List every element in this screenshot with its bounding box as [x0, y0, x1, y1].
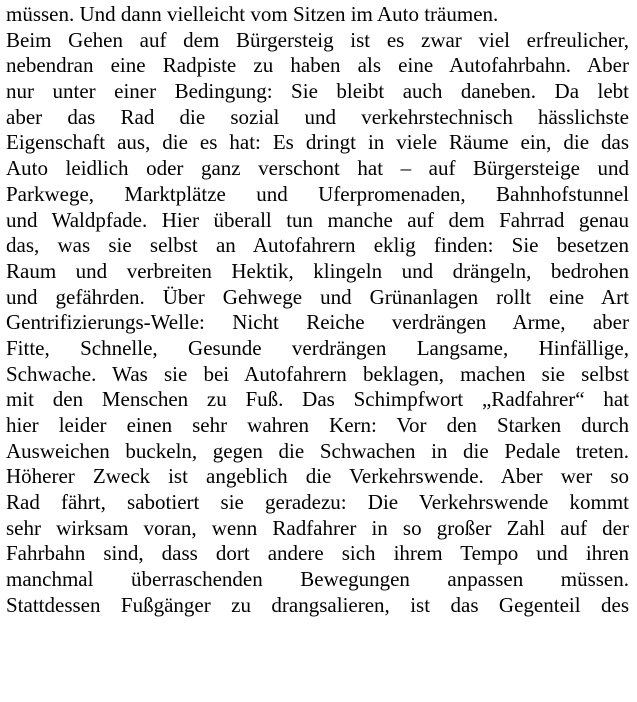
- text-line: Stattdessen Fußgänger zu drangsalieren, ist das Gegenteil des: [6, 592, 629, 617]
- text-line: sehr wirksam voran, wenn Radfahrer in so großer Zahl auf der: [6, 515, 629, 540]
- text-line: Raum und verbreiten Hektik, klingeln und drängeln, bedrohen: [6, 258, 629, 283]
- text-line: nur unter einer Bedingung: Sie bleibt auch daneben. Da lebt: [6, 79, 629, 104]
- text-line: Rad fährt, sabotiert sie geradezu: Die Verkehrswende kommt: [6, 490, 629, 515]
- text-line: Parkwege, Marktplätze und Uferpromenaden, Bahnhofstunnel: [6, 181, 629, 206]
- document-body: [6, 2, 629, 619]
- text-line: Fahrbahn sind, dass dort andere sich ihrem Tempo und ihren: [6, 541, 629, 566]
- text-line: aber das Rad die sozial und verkehrstechnisch hässlichste: [6, 104, 629, 129]
- text-line: mit den Menschen zu Fuß. Das Schimpfwort „Radfahrer“ hat: [6, 387, 629, 412]
- text-line: Auto leidlich oder ganz verschont hat – auf Bürgersteige und: [6, 156, 629, 181]
- text-line: Ausweichen buckeln, gegen die Schwachen in die Pedale treten.: [6, 438, 629, 463]
- text-line: Höherer Zweck ist angeblich die Verkehrswende. Aber wer so: [6, 464, 629, 489]
- text-line: hier leider einen sehr wahren Kern: Vor den Starken durch: [6, 413, 629, 437]
- text-line: manchmal überraschenden Bewegungen anpassen müssen.: [6, 567, 629, 592]
- text-line: und Waldpfade. Hier überall tun manche auf dem Fahrrad genau: [6, 207, 629, 232]
- text-line: Fitte, Schnelle, Gesunde verdrängen Langsame, Hinfällige,: [6, 335, 629, 360]
- text-line: nebendran eine Radpiste zu haben als eine Autofahrbahn. Aber: [6, 53, 629, 78]
- text-line: Eigenschaft aus, die es hat: Es dringt in viele Räume ein, die das: [6, 130, 629, 155]
- text-line: Gentrifizierungs-Welle: Nicht Reiche verdrängen Arme, aber: [6, 310, 629, 335]
- text-line: das, was sie selbst an Autofahrern eklig finden: Sie besetzen: [6, 233, 629, 258]
- text-line: Schwache. Was sie bei Autofahrern beklagen, machen sie selbst: [6, 361, 629, 386]
- text-line: Beim Gehen auf dem Bürgersteig ist es zwar viel erfreulicher,: [6, 27, 629, 52]
- text-line: und gefährden. Über Gehwege und Grünanlagen rollt eine Art: [6, 284, 629, 309]
- text-line: müssen. Und dann vielleicht vom Sitzen im Auto träumen.: [6, 2, 499, 26]
